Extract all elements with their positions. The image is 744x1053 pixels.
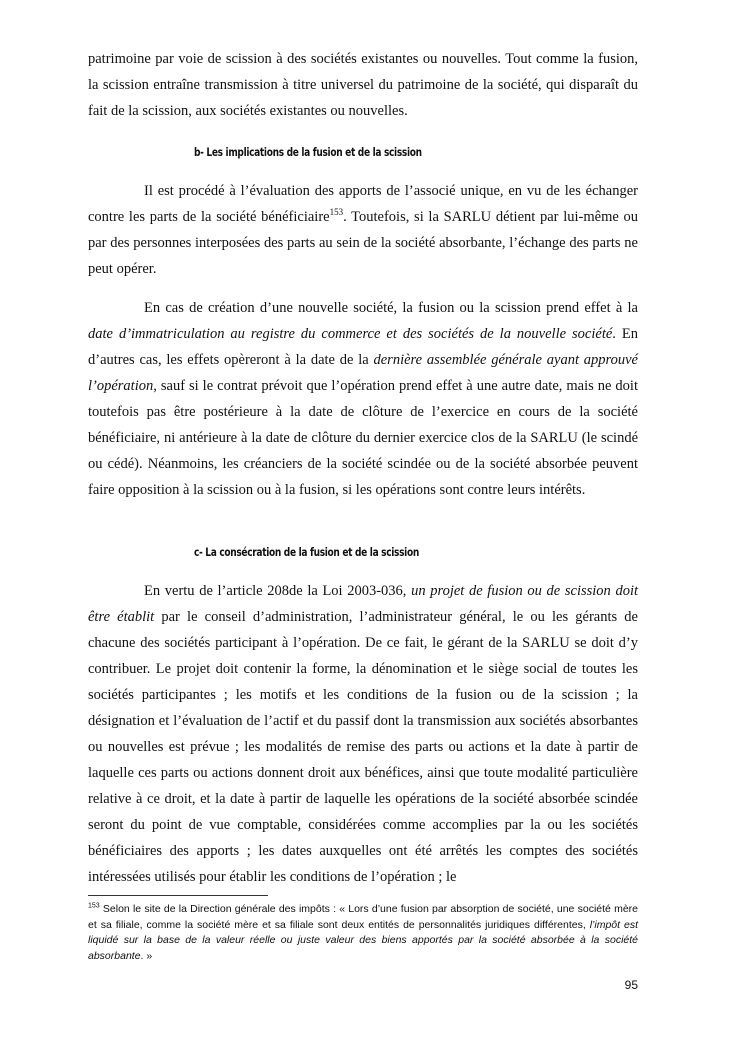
footnote-reference[interactable]: 153	[329, 207, 344, 218]
paragraph-text: , sauf si le contrat prévoit que l’opération prend effet à une autre date, mais ne doit toutefois pas être postérieure à la date de clôture de l’exercice en cours de la société bénéficiaire, ni antérieure à la date de clôture du dernier exercice clos de la SARLU (le scindé ou cédé). Néanmoins, les créanciers de la société scindée ou de la société absorbée peuvent faire opposition à la scission ou à la fusion, si les opérations sont contre leurs intérêts.	[88, 378, 638, 498]
footnote-153	[88, 902, 638, 964]
italic-emphasis: date d’immatriculation au registre du commerce et des sociétés de la nouvelle société	[88, 326, 613, 342]
footnote-separator	[88, 895, 268, 896]
paragraph-text: Il est procédé à l’évaluation des apports de l’associé unique, en vu de les échanger contre les parts de la société bénéficiaire	[88, 183, 638, 225]
footnote-text: . »	[140, 949, 153, 962]
paragraph-text: par le conseil d’administration, l’administrateur général, le ou les gérants de chacune des sociétés participant à l’opération. De ce fait, le gérant de la SARLU se doit d’y contribuer. Le projet doit contenir la forme, la dénomination et le siège social de toutes les sociétés participantes ; les motifs et les conditions de la fusion ou de la scission ; la désignation et l’évaluation de l’actif et du passif dont la transmission aux sociétés absorbantes ou nouvelles est prévue ; les modalités de remise des parts ou actions et la date à partir de laquelle ces parts ou actions donnent droit aux bénéfices, ainsi que toute modalité particulière relative à ce droit, et la date à partir de laquelle les opérations de la société absorbée scindée seront du point de vue comptable, considérées comme accomplies par la ou les sociétés bénéficiaires des apports ; les dates auxquelles ont été arrêtés les comptes des sociétés intéressées utilisés pour établir les conditions de l’opération ; le	[88, 609, 638, 885]
paragraph-text: En vertu de l’article 208de la Loi 2003-036,	[144, 583, 412, 599]
paragraph-text: . En d’autres cas, les effets opèreront à la date de la	[88, 326, 639, 368]
paragraph-text: patrimoine par voie de scission à des sociétés existantes ou nouvelles. Tout comme la fusion, la scission entraîne transmission à titre universel du patrimoine de la société, qui disparaît du fait de la scission, aux sociétés existantes ou nouvelles.	[88, 51, 638, 119]
paragraph-scission-intro	[88, 46, 638, 124]
paragraph-text: . Toutefois, si la SARLU détient par lui-même ou par des personnes interposées des parts au sein de la société absorbante, l’échange des parts ne peut opérer.	[88, 209, 638, 277]
paragraph-prise-effet	[88, 295, 638, 503]
paragraph-evaluation-apports	[88, 178, 638, 282]
footnote-number: 153	[88, 902, 100, 910]
section-heading-c: c- La consécration de la fusion et de la scission	[194, 546, 419, 559]
footnote-text: Selon le site de la Direction générale des impôts : « Lors d’une fusion par absorption de société, une société mère et sa filiale, comme la société mère et sa filiale sont deux entités de personnalités juridiques différentes,	[88, 903, 638, 931]
section-heading-b: b- Les implications de la fusion et de la scission	[194, 146, 422, 159]
paragraph-projet-fusion	[88, 578, 638, 890]
paragraph-text: En cas de création d’une nouvelle société, la fusion ou la scission prend effet à la	[144, 300, 638, 316]
italic-emphasis: dernière assemblée générale ayant approuvé l’opération	[88, 352, 638, 394]
footnote-italic: l’impôt est liquidé sur la base de la valeur réelle ou juste valeur des biens apportés par la société absorbée à la société absorbante	[88, 918, 638, 962]
page-number: 95	[624, 978, 638, 992]
italic-emphasis: un projet de fusion ou de scission doit être établit	[88, 583, 638, 625]
